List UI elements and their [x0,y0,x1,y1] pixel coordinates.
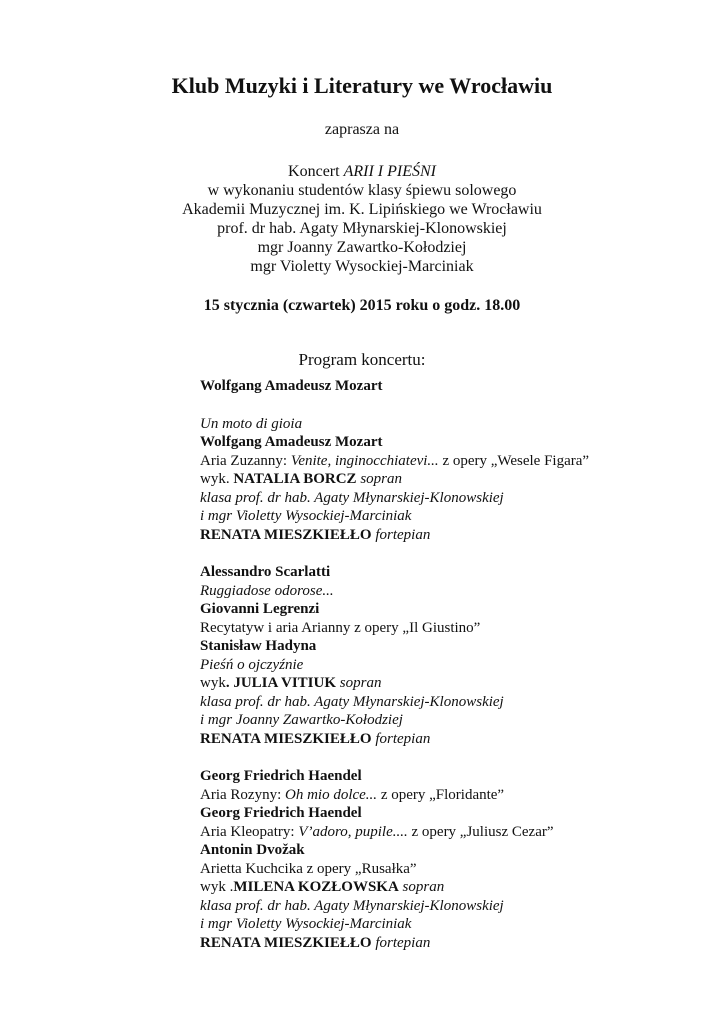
program-line [200,656,700,675]
program-line [200,582,700,601]
program-line [200,897,700,916]
program-text: klasa prof. dr hab. Agaty Młynarskiej-Klonowskiej [200,897,504,914]
program-text: Arietta Kuchcika z opery „Rusałka” [200,860,417,877]
concert-line: Akademii Muzycznej im. K. Lipińskiego we Wrocławiu [182,201,542,218]
program-line [200,637,700,656]
program-text: Aria Zuzanny: [200,452,291,469]
program-text: i mgr Violetty Wysockiej-Marciniak [200,916,412,932]
concert-title-line [0,162,724,181]
program-line [200,823,700,842]
program-line [200,730,700,749]
page-title: Klub Muzyki i Literatury we Wrocławiu [171,73,553,98]
program-text: Giovanni Legrenzi [200,601,320,617]
program-text: klasa prof. dr hab. Agaty Młynarskiej-Klonowskiej [200,693,504,710]
section-gap [200,748,700,767]
line-gap [200,396,700,415]
concert-prefix: Koncert [288,163,344,180]
program-text: i mgr Violetty Wysockiej-Marciniak [200,508,412,524]
program-text: Wolfgang Amadeusz Mozart [200,378,383,394]
invite-text: zaprasza na [324,121,400,138]
program-text: klasa prof. dr hab. Agaty Młynarskiej-Klonowskiej [200,489,504,506]
program-text: Georg Friedrich Haendel [200,768,362,784]
concert-line: mgr Violetty Wysockiej-Marciniak [250,258,474,275]
program-line [200,693,700,712]
program-line [200,600,700,619]
program-text: RENATA MIESZKIEŁŁO [200,934,372,951]
program-line [200,841,700,860]
program-line [200,452,700,471]
program-line [200,619,700,638]
program-text: Wolfgang Amadeusz Mozart [200,434,383,450]
program-list [200,377,700,952]
program-line [200,767,700,786]
program-text: MILENA KOZŁOWSKA [233,879,399,895]
program-text: wyk . [200,879,234,895]
concert-block [0,162,724,276]
program-line [200,563,700,582]
program-line [200,415,700,434]
program-line [200,804,700,823]
program-text: Oh mio dolce... [284,786,378,803]
program-text: Recytatyw i aria Arianny z opery „Il Giustino” [200,619,481,636]
program-line [200,915,700,934]
program-text: sopran [398,879,445,895]
program-line [200,526,700,545]
program-text: Un moto di gioia [200,415,303,432]
program-text: RENATA MIESZKIEŁŁO [200,526,372,543]
program-heading: Program koncertu: [298,350,426,369]
program-text: Alessandro Scarlatti [200,564,331,580]
program-line [200,489,700,508]
program-text: Stanisław Hadyna [200,638,317,654]
program-line [200,507,700,526]
program-text: i mgr Joanny Zawartko-Kołodziej [200,712,403,728]
program-text: fortepian [371,526,431,543]
concert-line: w wykonaniu studentów klasy śpiewu solowego [207,182,517,199]
program-section [200,563,700,748]
concert-line: mgr Joanny Zawartko-Kołodziej [257,239,467,256]
program-text: Aria Rozyny: [200,786,285,803]
program-text: z opery „Floridante” [377,786,505,803]
program-text: fortepian [371,730,431,747]
program-line [200,878,700,897]
program-text: . JULIA VITIUK [225,675,337,691]
program-line [200,433,700,452]
program-text: Venite, inginocchiatevi... [290,452,439,469]
program-line [200,934,700,953]
program-text: Aria Kleopatry: [200,823,299,840]
program-line [200,674,700,693]
program-line [200,860,700,879]
program-text: Georg Friedrich Haendel [200,805,362,821]
program-line [200,711,700,730]
program-text: fortepian [371,934,431,951]
program-text: wyk [200,675,226,691]
program-text: V’adoro, pupile.... [298,823,408,840]
program-text: sopran [336,675,382,691]
program-text: wyk. [200,471,234,487]
program-text: z opery „Wesele Figara” [438,452,590,469]
program-text: sopran [356,471,402,487]
program-section [200,767,700,952]
concert-date: 15 stycznia (czwartek) 2015 roku o godz. 18.00 [203,297,521,314]
program-line [200,786,700,805]
program-line [200,377,700,396]
concert-line: prof. dr hab. Agaty Młynarskiej-Klonowskiej [217,220,507,237]
program-line [200,470,700,489]
program-text: RENATA MIESZKIEŁŁO [200,730,372,747]
program-text: Ruggiadose odorose... [200,582,334,599]
program-section [200,377,700,544]
concert-name: ARII I PIEŚNI [343,163,436,180]
section-gap [200,544,700,563]
program-text: Pieśń o ojczyźnie [200,656,304,673]
program-text: z opery „Juliusz Cezar” [407,823,554,840]
program-text: NATALIA BORCZ [233,471,357,487]
program-text: Antonin Dvožak [200,842,305,858]
